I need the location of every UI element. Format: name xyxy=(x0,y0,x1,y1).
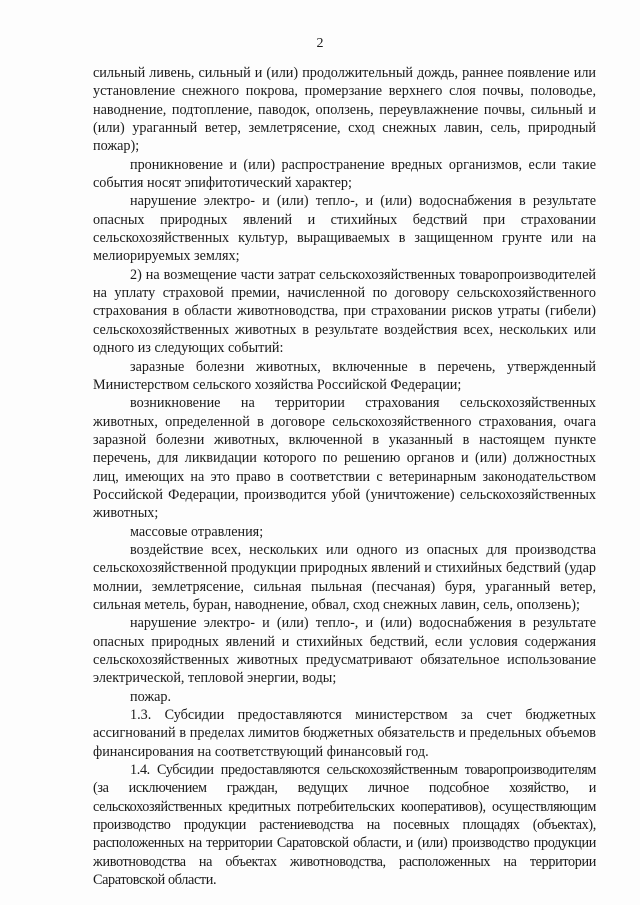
paragraph: воздействие всех, нескольких или одного из опасных для производства сельскохозяйственной продукции природных явлений и стихийных бедствий (удар молнии, землетрясение, сильная пыльная (песчаная) буря, ураганный ветер, сильная метель, буран, наводнение, обвал, сход снежных лавин, сель, оползень); xyxy=(93,541,596,613)
paragraph: массовые отравления; xyxy=(130,523,264,540)
paragraph: нарушение электро- и (или) тепло-, и (или) водоснабжения в результате опасных природных явлений и стихийных бедствий при страховании сельскохозяйственных культур, выращиваемых в защищенном грунте или на мелиорируемых землях; xyxy=(93,193,596,265)
paragraph: 2) на возмещение части затрат сельскохозяйственных товаропроизводителей на уплату страховой премии, начисленной по договору сельскохозяйственного страхования в области животноводства, при страховании рисков утраты (гибели) сельскохозяйственных животных в результате воздействия всех, нескольких или одного из следующих событий: xyxy=(93,266,596,357)
paragraph: 1.4. Субсидии предоставляются сельскохозяйственным товаропроизводителям (за исключением граждан, ведущих личное подсобное хозяйство, и сельскохозяйственных кредитных потребительских кооперативов), осуществляющим производство продукции растениеводства на посевных площадях (объектах), расположенных на территории Саратовской области, и (или) производство продукции животноводства на объектах животноводства, расположенных на территории Саратовской области. xyxy=(93,762,596,889)
paragraph: проникновение и (или) распространение вредных организмов, если такие события носят эпифитотический характер; xyxy=(93,156,596,192)
paragraph: заразные болезни животных, включенные в перечень, утвержденный Министерством сельского хозяйства Российской Федерации; xyxy=(93,358,596,393)
paragraph: возникновение на территории страхования сельскохозяйственных животных, определенной в договоре сельскохозяйственного страхования, очага заразной болезни животных, включенной в указанный в настоящем пункте перечень, для ликвидации которого по решению органов и (или) должностных лиц, имеющих на это право в соответствии с ветеринарным законодательством Российской Федерации, производится убой (уничтожение) сельскохозяйственных животных; xyxy=(93,395,596,522)
paragraph: пожар. xyxy=(130,688,172,705)
paragraph: 1.3. Субсидии предоставляются министерством за счет бюджетных ассигнований в пределах лимитов бюджетных обязательств и предельных объемов финансирования на соответствующий финансовый год. xyxy=(93,707,596,760)
paragraph-continuation: сильный ливень, сильный и (или) продолжительный дождь, раннее появление или установление снежного покрова, промерзание верхнего слоя почвы, половодье, наводнение, подтопление, паводок, оползень, переувлажнение почвы, сильный и (или) ураганный ветер, землетрясение, сход снежных лавин, сель, природный пожар); xyxy=(93,65,596,155)
paragraph: нарушение электро- и (или) тепло-, и (или) водоснабжения в результате опасных природных явлений и стихийных бедствий, если условия содержания сельскохозяйственных животных предусматривают обязательное использование электрической, тепловой энергии, воды; xyxy=(93,615,596,687)
page-number: 2 xyxy=(316,36,324,51)
document-body xyxy=(93,64,596,889)
